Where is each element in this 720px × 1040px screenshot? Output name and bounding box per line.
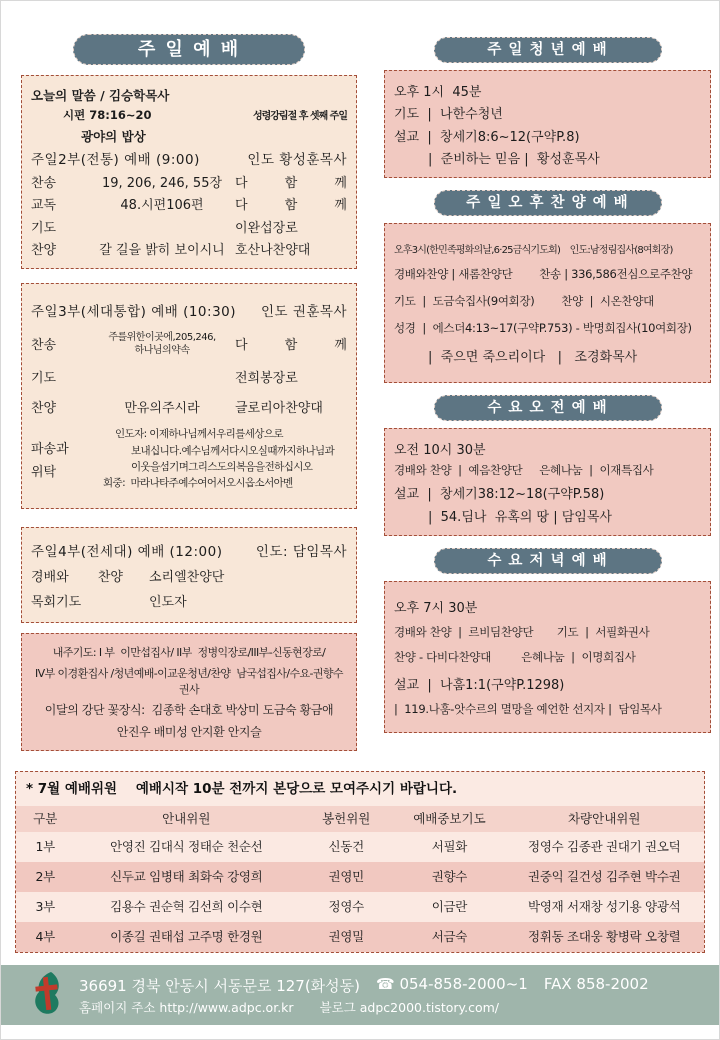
church-address: 36691 경북 안동시 서동문로 127(화성동): [79, 976, 361, 995]
service-row: [31, 331, 347, 357]
service-title-row: [31, 540, 347, 560]
church-fax: FAX 858-2002: [543, 974, 649, 993]
service-item-value: 갈 길을 밝히 보이시니: [99, 243, 225, 259]
service-line: 오후 1시 45분: [394, 84, 482, 100]
service-item-label: 찬송: [31, 338, 57, 354]
liturgical-season: 성령강림절 후 셋째 주일: [252, 111, 347, 123]
service-row: [31, 566, 347, 585]
service-item-person: 호산나찬양대: [235, 243, 311, 259]
service-item-label: 기도: [31, 220, 57, 236]
table-cell: 권중익 길건성 김주현 박수권: [504, 862, 704, 892]
commission-line: 이웃을섬기며그리스도의복음을전하십시오: [131, 460, 313, 473]
wednesday-evening-box: [384, 581, 711, 733]
service-line: 설교 | 창세기8:6~12(구약P.8): [394, 129, 580, 145]
left-column: [21, 1, 357, 751]
service-item-value: [89, 331, 235, 357]
service-line: 경배와 찬양 | 예음찬양단 은혜나눔 | 이재특집사: [394, 463, 654, 478]
next-week-prayer-line: 내주기도: I 부 이만섭집사/ II부 정병익장로/III부-신동현장로/: [52, 646, 326, 660]
church-cross-icon: [31, 971, 63, 1019]
table-header-cell: 차량안내위원: [504, 806, 704, 832]
service-line: 찬양 - 다비다찬양대 은혜나눔 | 이명희집사: [394, 649, 636, 664]
service-2-box: [21, 75, 357, 269]
service-item-person: 인도자: [149, 595, 187, 610]
service-item-label: 찬양: [31, 243, 57, 259]
hymn-line-1: 주를위한이곳에,205,246,: [108, 331, 216, 343]
service-item-person: 다 함 께: [235, 175, 347, 191]
table-cell: 4부: [16, 922, 74, 952]
committee-note: * 7월 예배위원 예배시작 10분 전까지 본당으로 모여주시기 바랍니다.: [26, 781, 458, 797]
service-item-person: 소리엘찬양단: [149, 570, 225, 585]
service-line: 오후 7시 30분: [394, 600, 478, 616]
table-cell: 권향수: [394, 862, 504, 892]
afternoon-praise-box: [384, 223, 711, 383]
next-week-prayer-line: IV부 이경환집사 /청년예배-이교운청년/찬양 남국섭집사/수요-권향수권사: [35, 666, 343, 696]
table-cell: 신동건: [298, 832, 394, 862]
flower-decoration-line: 안진우 배미성 안지환 안지슬: [116, 724, 262, 739]
section-header-wednesday-evening: 수 요 저 녁 예 배: [434, 548, 662, 574]
table-cell: 신두교 임병태 최화숙 강영희: [74, 862, 298, 892]
blog-link[interactable]: 블로그 adpc2000.tistory.com/: [319, 999, 500, 1015]
church-phone: ☎ 054-858-2000~1: [376, 974, 528, 993]
footer: [1, 965, 719, 1025]
table-header-cell: 안내위원: [74, 806, 298, 832]
service-3-box: [21, 283, 357, 509]
service-line: 경배와 찬양 | 르비딤찬양단 기도 | 서필화권사: [394, 625, 650, 640]
section-header-sunday-worship: 주 일 예 배: [73, 34, 305, 65]
sermon-scripture: 시편 78:16~20: [63, 108, 152, 123]
service-item-value: 만유의주시라: [124, 400, 200, 416]
wednesday-morning-box: [384, 428, 711, 536]
service-item-label: 기도: [31, 371, 57, 387]
table-header-cell: 예배중보기도: [394, 806, 504, 832]
service-item-person: 이완섭장로: [235, 220, 298, 236]
table-header-cell: 구분: [16, 806, 74, 832]
service-line: 기도 | 도금숙집사(9여회장) 찬양 | 시온찬양대: [394, 293, 654, 308]
commission-label: [31, 426, 89, 491]
service-title-row: [31, 148, 347, 168]
service-leader: 인도 황성훈목사: [247, 152, 347, 169]
service-line: | 119.나훔-앗수르의 멸망을 예언한 선지자 | 담임목사: [394, 702, 662, 717]
commission-line: 보내십니다.예수님께서다시오실때까지하나님과: [131, 444, 335, 457]
service-row: [31, 172, 347, 191]
table-cell: 3부: [16, 892, 74, 922]
service-title-row: [31, 300, 347, 320]
service-line: | 죽으면 죽으리이다 | 조경화목사: [428, 350, 638, 366]
service-4-box: [21, 527, 357, 623]
service-item-label: 교독: [31, 198, 57, 214]
service-item-label: 찬송: [31, 175, 57, 191]
service-item-person: 다 함 께: [235, 338, 347, 354]
service-leader: 인도: 담임목사: [255, 544, 347, 560]
service-title: 주일2부(전통) 예배 (9:00): [31, 152, 200, 169]
table-cell: 박영재 서재창 성기용 양광석: [504, 892, 704, 922]
service-item-person: 글로리아찬양대: [235, 400, 323, 416]
table-cell: 권영민: [298, 862, 394, 892]
service-row: [31, 194, 347, 213]
service-item-value: 19, 206, 246, 55장: [101, 175, 223, 191]
footer-text: [79, 975, 649, 1016]
weekly-notes-box: [21, 633, 357, 751]
table-cell: 정영수 김종관 권대기 권오덕: [504, 832, 704, 862]
service-row: [31, 591, 347, 610]
table-cell: 이금란: [394, 892, 504, 922]
committee-grid: [16, 806, 704, 952]
flower-decoration-line: 이달의 강단 꽃장식: 김종학 손대호 박상미 도금숙 황금애: [44, 703, 334, 718]
two-column-layout: [1, 1, 719, 751]
service-item-label: 경배와 찬양: [31, 570, 123, 585]
table-cell: 정휘동 조대웅 황병락 오창렬: [504, 922, 704, 952]
table-cell: 김용수 권순혁 김선희 이수현: [74, 892, 298, 922]
service-title: 주일4부(전세대) 예배 (12:00): [31, 544, 223, 560]
service-line: 설교 | 나훔1:1(구약P.1298): [394, 677, 565, 693]
homepage-link[interactable]: 홈페이지 주소 http://www.adpc.or.kr: [79, 999, 294, 1015]
table-cell: 정영수: [298, 892, 394, 922]
section-header-afternoon-praise: 주 일 오 후 찬 양 예 배: [434, 190, 662, 216]
commission-row: [31, 426, 347, 491]
service-line: 성경 | 에스더4:13~17(구약P.753) - 박명희집사(10여회장): [394, 320, 692, 335]
service-line: 오후3시(한민족평화의날,6·25금식기도회) 인도:남정림집사(8여회장): [394, 244, 673, 256]
commission-line: 인도자: 이제하나님께서우리를세상으로: [115, 428, 283, 441]
sermon-scripture-row: [31, 107, 347, 123]
service-row: [31, 239, 347, 258]
service-item-person: 전희봉장로: [235, 371, 298, 387]
youth-worship-box: [384, 70, 711, 178]
sermon-title: 광야의 밥상: [81, 128, 146, 144]
table-cell: 서금숙: [394, 922, 504, 952]
section-header-youth-worship: 주 일 청 년 예 배: [434, 37, 662, 63]
table-cell: 2부: [16, 862, 74, 892]
right-column: [384, 1, 711, 751]
service-item-label: 목회기도: [31, 595, 82, 610]
service-line: | 준비하는 믿음 | 황성훈목사: [428, 152, 600, 168]
service-item-label: 찬양: [31, 400, 57, 416]
table-cell: 서필화: [394, 832, 504, 862]
service-row: [31, 367, 347, 386]
service-row: [31, 397, 347, 416]
service-line: 설교 | 창세기38:12~18(구약P.58): [394, 486, 605, 502]
table-cell: 이종길 권태섭 고주명 한경원: [74, 922, 298, 952]
worship-committee-table: [15, 771, 705, 953]
commission-label-line1: 파송과: [31, 441, 69, 457]
table-header-cell: 봉헌위원: [298, 806, 394, 832]
hymn-line-2: 하나님의약속: [134, 344, 190, 356]
service-title: 주일3부(세대통합) 예배 (10:30): [31, 304, 237, 321]
service-item-value: 48.시편106편: [120, 198, 204, 214]
section-header-wednesday-morning: 수 요 오 전 예 배: [434, 395, 662, 421]
service-line: | 54.딤나 유혹의 땅 | 담임목사: [428, 509, 612, 525]
service-line: 오전 10시 30분: [394, 443, 486, 459]
commission-text: [89, 426, 347, 491]
table-cell: 1부: [16, 832, 74, 862]
table-cell: 안영진 김대식 정태순 천순선: [74, 832, 298, 862]
service-line: 기도 | 나한수청년: [394, 107, 503, 123]
service-row: [31, 217, 347, 236]
sermon-preacher: 오늘의 말씀 / 김승학목사: [31, 87, 170, 103]
footer-contact-row: [79, 975, 649, 996]
service-leader: 인도 권훈목사: [260, 304, 347, 321]
commission-label-line2: 위탁: [31, 464, 57, 480]
footer-web-row: [79, 998, 649, 1016]
service-item-person: 다 함 께: [235, 198, 347, 214]
commission-line: 회중: 마라나타주예수여어서오시옵소서아멘: [103, 477, 293, 490]
table-cell: 권영밀: [298, 922, 394, 952]
service-line: 경배와찬양 | 새롬찬양단 찬송 | 336,586전심으로주찬양: [394, 267, 693, 282]
